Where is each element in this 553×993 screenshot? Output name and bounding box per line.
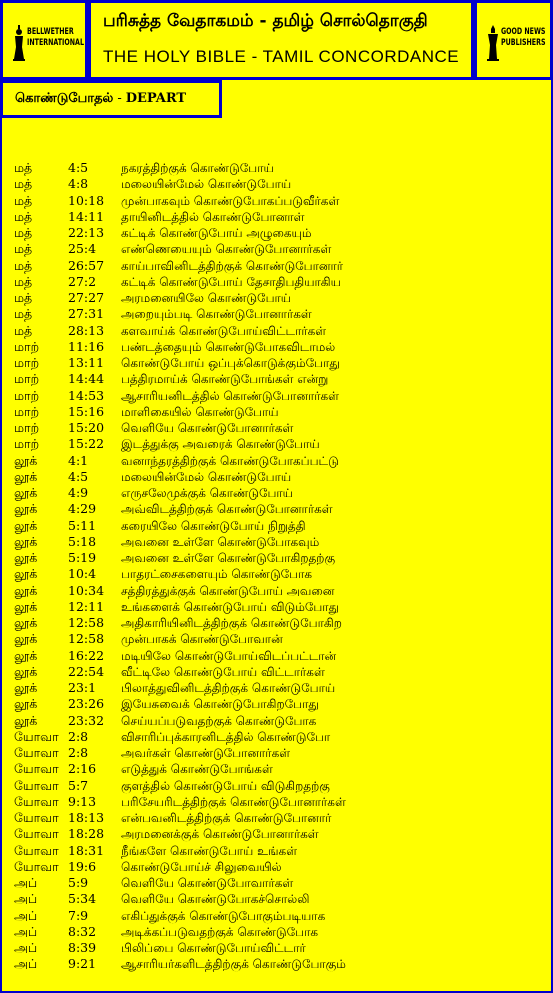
concordance-entry xyxy=(0,225,553,241)
entry-reference: 8:32 xyxy=(68,923,97,939)
entry-book: மத் xyxy=(14,273,33,289)
entry-reference: 5:7 xyxy=(68,777,89,793)
entry-book: யோவா xyxy=(14,826,59,842)
title-box xyxy=(88,0,474,80)
entry-reference: 14:53 xyxy=(68,387,105,403)
entry-book: யோவா xyxy=(14,810,59,825)
entry-reference: 12:11 xyxy=(68,598,105,614)
concordance-entry xyxy=(0,550,553,566)
entry-text: என்பவனிடத்திற்குக் கொண்டுபோனார் xyxy=(121,811,332,825)
entry-reference: 16:22 xyxy=(68,647,105,663)
entry-text: மலையின்மேல் கொண்டுபோய் xyxy=(121,469,292,484)
concordance-entry xyxy=(0,843,553,859)
entry-reference: 10:18 xyxy=(68,192,105,208)
entry-book: லூக் xyxy=(14,452,38,468)
entry-text: குளத்தில் கொண்டுபோய் விடுகிறதற்கு xyxy=(121,778,330,793)
entry-text: காய்பாவினிடத்திற்குக் கொண்டுபோனார் xyxy=(121,258,344,273)
bellwether-logo-text xyxy=(27,27,84,49)
entry-reference: 23:26 xyxy=(68,696,105,712)
concordance-entry xyxy=(0,209,553,225)
concordance-entry xyxy=(0,388,553,404)
entry-book: லூக் xyxy=(14,550,38,565)
entry-book: மாற் xyxy=(14,371,40,387)
concordance-entry xyxy=(0,176,553,192)
entry-book: லூக் xyxy=(14,615,38,630)
entry-text: வெளியே கொண்டுபோவார்கள் xyxy=(121,876,294,890)
entry-reference: 4:9 xyxy=(68,485,89,500)
entry-text: இயேசுவைக் கொண்டுபோகிறபோது xyxy=(121,697,319,712)
entry-reference: 27:31 xyxy=(68,306,105,322)
entry-text: பண்டத்தையும் கொண்டுபோகவிடாமல் xyxy=(121,339,336,354)
entry-reference: 15:22 xyxy=(68,436,105,452)
entry-text: உங்களைக் கொண்டுபோய் விடும்போது xyxy=(121,599,339,614)
entry-book: யோவா xyxy=(14,761,59,777)
entry-reference: 18:13 xyxy=(68,810,105,825)
good-news-logo xyxy=(474,0,553,80)
concordance-entry xyxy=(0,956,553,972)
entry-text: அடிக்கப்படுவதற்குக் கொண்டுபோக xyxy=(121,924,319,939)
entry-text: பிலாத்துவினிடத்திற்குக் கொண்டுபோய் xyxy=(121,681,336,695)
entry-book: லூக் xyxy=(14,663,38,679)
logo-line: PUBLISHERS xyxy=(501,38,546,48)
entry-text: வெளியே கொண்டுபோகச்சொல்லி xyxy=(121,892,310,907)
entry-book: மாற் xyxy=(14,436,40,452)
entry-reference: 19:6 xyxy=(68,858,97,874)
entry-reference: 2:8 xyxy=(68,745,89,760)
entry-text: அவ்விடத்திற்குக் கொண்டுபோனார்கள் xyxy=(121,502,333,517)
concordance-entry xyxy=(0,696,553,712)
entry-reference: 22:13 xyxy=(68,225,105,240)
concordance-entry xyxy=(0,794,553,810)
concordance-entry xyxy=(0,371,553,387)
concordance-entry xyxy=(0,875,553,891)
entry-book: அப் xyxy=(14,923,38,939)
entry-text: எடுத்துக் கொண்டுபோங்கள் xyxy=(121,762,273,777)
concordance-entry xyxy=(0,761,553,777)
entry-book: மாற் xyxy=(14,338,40,354)
entry-text: களவாய்க் கொண்டுபோய்விட்டார்கள் xyxy=(121,323,327,338)
entry-text: முன்பாகவும் கொண்டுபோகப்படுவீர்கள் xyxy=(121,193,340,208)
entry-reference: 10:4 xyxy=(68,566,97,582)
concordance-entry xyxy=(0,908,553,924)
entry-text: விசாரிப்புக்காரனிடத்தில் கொண்டுபோ xyxy=(121,729,331,744)
entry-text: அரமனைக்குக் கொண்டுபோனார்கள் xyxy=(121,827,319,842)
good-news-logo-text xyxy=(501,27,546,49)
entry-book: அப் xyxy=(14,907,38,923)
entry-reference: 4:29 xyxy=(68,501,97,517)
concordance-entry xyxy=(0,501,553,517)
concordance-entry xyxy=(0,534,553,550)
concordance-entry xyxy=(0,404,553,420)
entry-text: வெளியே கொண்டுபோனார்கள் xyxy=(121,421,294,435)
concordance-entry xyxy=(0,778,553,794)
entry-book: அப் xyxy=(14,891,38,907)
concordance-entry xyxy=(0,274,553,290)
headword-box xyxy=(0,80,222,118)
entry-text: அவனை உள்ளே கொண்டுபோகிறதற்கு xyxy=(121,551,336,565)
concordance-entry xyxy=(0,323,553,339)
entry-book: மத் xyxy=(14,160,33,175)
entry-book: யோவா xyxy=(14,858,59,874)
concordance-entry xyxy=(0,453,553,469)
entry-text: பாதரட்சைகளையும் கொண்டுபோக xyxy=(121,567,313,582)
entry-text: கரையிலே கொண்டுபோய் நிறுத்தி xyxy=(121,518,306,533)
concordance-entry xyxy=(0,859,553,875)
entry-reference: 2:16 xyxy=(68,761,97,777)
entry-reference: 26:57 xyxy=(68,257,105,273)
entry-reference: 14:11 xyxy=(68,208,105,224)
entry-reference: 5:34 xyxy=(68,891,97,907)
entry-reference: 2:8 xyxy=(68,728,89,744)
entry-reference: 11:16 xyxy=(68,338,105,354)
entry-book: மத் xyxy=(14,306,33,322)
title-english: THE HOLY BIBLE - TAMIL CONCORDANCE xyxy=(103,47,460,66)
concordance-entry xyxy=(0,566,553,582)
logo-line: GOOD NEWS xyxy=(501,27,546,37)
header xyxy=(0,0,553,80)
entry-reference: 12:58 xyxy=(68,631,105,647)
entry-book: யோவா xyxy=(14,842,59,858)
entry-reference: 12:58 xyxy=(68,615,105,630)
lamp-figure-icon xyxy=(487,25,499,61)
concordance-entry xyxy=(0,436,553,452)
concordance-entry xyxy=(0,940,553,956)
entry-text: அதிகாரியினிடத்திற்குக் கொண்டுபோகிற xyxy=(121,616,342,630)
entry-reference: 7:9 xyxy=(68,907,89,923)
entry-text: இடத்துக்கு அவரைக் கொண்டுபோய் xyxy=(121,437,320,452)
entry-reference: 5:18 xyxy=(68,533,97,549)
entry-book: லூக் xyxy=(14,598,38,614)
entry-text: மடியிலே கொண்டுபோய்விடப்பட்டான் xyxy=(121,648,337,663)
entry-book: மாற் xyxy=(14,387,40,403)
entry-reference: 18:28 xyxy=(68,826,105,842)
entry-text: எகிப்துக்குக் கொண்டுபோகும்படியாக xyxy=(121,908,326,923)
concordance-entry xyxy=(0,241,553,257)
entry-book: லூக் xyxy=(14,517,38,533)
entry-text: ஆசாரியர்களிடத்திற்குக் கொண்டுபோகும் xyxy=(121,957,346,972)
entry-reference: 15:16 xyxy=(68,403,105,419)
entry-reference: 4:1 xyxy=(68,452,89,468)
entry-text: செய்யப்படுவதற்குக் கொண்டுபோக xyxy=(121,713,317,728)
headword xyxy=(15,91,186,107)
entry-reference: 9:21 xyxy=(68,956,97,972)
entry-text: நீங்களே கொண்டுபோய் உங்கள் xyxy=(121,843,298,858)
entry-text: கொண்டுபோய்ச் சிலுவையில் xyxy=(121,859,282,874)
entry-book: மத் xyxy=(14,208,33,224)
entry-book: மாற் xyxy=(14,355,40,370)
entry-book: மத் xyxy=(14,290,33,305)
entry-book: மாற் xyxy=(14,420,40,435)
concordance-entry xyxy=(0,664,553,680)
concordance-entry xyxy=(0,518,553,534)
entry-reference: 15:20 xyxy=(68,420,105,435)
concordance-entry xyxy=(0,599,553,615)
logo-line: INTERNATIONAL xyxy=(27,38,84,48)
entry-text: அவனை உள்ளே கொண்டுபோகவும் xyxy=(121,534,320,549)
entry-book: மத் xyxy=(14,322,33,338)
concordance-entry xyxy=(0,193,553,209)
entry-book: லூக் xyxy=(14,501,38,517)
headword-tamil: கொண்டுபோதல் xyxy=(15,91,114,106)
entry-book: யோவா xyxy=(14,793,59,809)
entry-reference: 8:39 xyxy=(68,940,97,955)
entry-text: நகரத்திற்குக் கொண்டுபோய் xyxy=(121,161,274,175)
entry-book: மாற் xyxy=(14,403,40,419)
entry-reference: 25:4 xyxy=(68,241,97,257)
entry-text: எண்ணெயையும் கொண்டுபோனார்கள் xyxy=(121,242,332,257)
entry-book: மத் xyxy=(14,192,33,208)
concordance-entry xyxy=(0,485,553,501)
headword-english: DEPART xyxy=(125,91,187,106)
entry-book: லூக் xyxy=(14,485,38,500)
entry-book: அப் xyxy=(14,875,38,890)
entry-reference: 13:11 xyxy=(68,355,105,370)
entry-text: எருசலேமுக்குக் கொண்டுபோய் xyxy=(121,486,293,500)
entry-text: அறையும்படி கொண்டுபோனார்கள் xyxy=(121,307,312,322)
concordance-entry xyxy=(0,306,553,322)
concordance-entry xyxy=(0,420,553,436)
entry-text: அவர்கள் கொண்டுபோனார்கள் xyxy=(121,746,291,760)
entry-text: பிலிப்பை கொண்டுபோய்விட்டார் xyxy=(121,941,306,955)
concordance-entry xyxy=(0,583,553,599)
entry-text: அரமனையிலே கொண்டுபோய் xyxy=(121,291,292,305)
bell-figure-icon xyxy=(13,25,25,61)
concordance-entry xyxy=(0,729,553,745)
entry-text: சத்திரத்துக்குக் கொண்டுபோய் அவனை xyxy=(121,583,335,598)
entry-book: மத் xyxy=(14,225,33,240)
entry-text: மாளிகையில் கொண்டுபோய் xyxy=(121,404,279,419)
entry-reference: 14:44 xyxy=(68,371,105,387)
entry-reference: 27:2 xyxy=(68,273,97,289)
entry-text: தாயினிடத்தில் கொண்டுபோனாள் xyxy=(121,209,305,224)
entry-book: லூக் xyxy=(14,533,38,549)
entry-book: அப் xyxy=(14,956,38,972)
entry-book: லூக் xyxy=(14,696,38,712)
entry-reference: 27:27 xyxy=(68,290,105,305)
entry-text: கொண்டுபோய் ஒப்புக்கொடுக்கும்போது xyxy=(121,356,340,370)
entry-text: ஆசாரியனிடத்தில் கொண்டுபோனார்கள் xyxy=(121,388,340,403)
entry-reference: 4:5 xyxy=(68,160,89,175)
logo-line: BELLWETHER xyxy=(27,27,74,37)
concordance-entry xyxy=(0,924,553,940)
concordance-entry xyxy=(0,810,553,826)
entry-reference: 4:8 xyxy=(68,176,89,192)
concordance-entry xyxy=(0,615,553,631)
concordance-entry xyxy=(0,826,553,842)
entry-text: கட்டிக் கொண்டுபோய் அழுகையும் xyxy=(121,226,312,240)
concordance-entry xyxy=(0,258,553,274)
entry-book: மத் xyxy=(14,257,33,273)
entry-book: யோவா xyxy=(14,728,59,744)
concordance-entry xyxy=(0,160,553,176)
entry-text: வீட்டிலே கொண்டுபோய் விட்டார்கள் xyxy=(121,664,325,679)
concordance-entry xyxy=(0,891,553,907)
entry-reference: 28:13 xyxy=(68,322,105,338)
entry-text: பத்திரமாய்க் கொண்டுபோங்கள் என்று xyxy=(121,372,329,387)
concordance-entry xyxy=(0,745,553,761)
concordance-entry xyxy=(0,355,553,371)
entry-book: யோவா xyxy=(14,777,59,793)
entry-book: லூக் xyxy=(14,680,38,695)
bellwether-logo xyxy=(0,0,88,80)
entry-book: லூக் xyxy=(14,631,38,647)
entry-reference: 5:11 xyxy=(68,517,97,533)
title-tamil: பரிசுத்த வேதாகமம் - தமிழ் சொல்தொகுதி xyxy=(103,11,428,31)
entry-text: மலையின்மேல் கொண்டுபோய் xyxy=(121,177,292,192)
concordance-entry xyxy=(0,469,553,485)
concordance-entry xyxy=(0,290,553,306)
entry-book: அப் xyxy=(14,940,38,955)
entry-reference: 23:1 xyxy=(68,680,97,695)
entry-reference: 18:31 xyxy=(68,842,105,858)
headword-separator: - xyxy=(117,91,122,106)
entry-book: யோவா xyxy=(14,745,59,760)
entry-book: லூக் xyxy=(14,647,38,663)
entry-text: கட்டிக் கொண்டுபோய் தேசாதிபதியாகிய xyxy=(121,274,341,289)
entry-reference: 22:54 xyxy=(68,663,105,679)
entry-book: லூக் xyxy=(14,468,38,484)
entry-book: லூக் xyxy=(14,582,38,598)
entry-book: லூக் xyxy=(14,566,38,582)
entry-reference: 4:5 xyxy=(68,468,89,484)
entry-reference: 23:32 xyxy=(68,712,105,728)
concordance-entry xyxy=(0,339,553,355)
entry-book: மத் xyxy=(14,176,33,192)
concordance-entry xyxy=(0,631,553,647)
entry-reference: 5:19 xyxy=(68,550,97,565)
entry-book: லூக் xyxy=(14,712,38,728)
concordance-entry xyxy=(0,680,553,696)
entry-book: மத் xyxy=(14,241,33,257)
concordance-entry xyxy=(0,713,553,729)
entry-text: வனாந்தரத்திற்குக் கொண்டுபோகப்பட்டு xyxy=(121,453,339,468)
entry-reference: 10:34 xyxy=(68,582,105,598)
entry-reference: 9:13 xyxy=(68,793,97,809)
entry-text: பரிசேயரிடத்திற்குக் கொண்டுபோனார்கள் xyxy=(121,794,346,809)
entry-text: முன்பாகக் கொண்டுபோவான் xyxy=(121,632,283,647)
concordance-entry xyxy=(0,648,553,664)
entry-reference: 5:9 xyxy=(68,875,89,890)
